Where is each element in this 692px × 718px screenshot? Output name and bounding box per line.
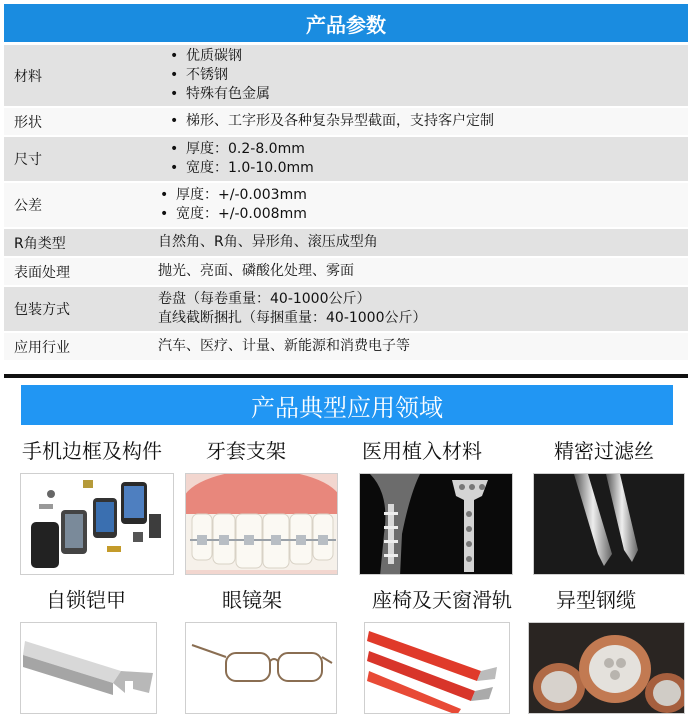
- spec-text: 卷盘（每卷重量：40-1000公斤）: [158, 291, 371, 307]
- spec-item: 梯形、工字形及各种复杂异型截面，支持客户定制: [186, 113, 494, 129]
- spec-text: 直线截断捆扎（每捆重量：40-1000公斤）: [158, 310, 427, 326]
- spec-text: 汽车、医疗、计量、新能源和消费电子等: [158, 338, 410, 354]
- medical-implant-image: [359, 473, 513, 575]
- app-card-filter: [532, 433, 690, 578]
- app-card-cable: [528, 582, 688, 718]
- spec-item: 优质碳钢: [186, 48, 242, 64]
- spec-item: 不锈钢: [186, 67, 228, 83]
- spec-row-shape: 形状 • 梯形、工字形及各种复杂异型截面，支持客户定制: [4, 108, 688, 137]
- app-card-phone: [20, 433, 178, 578]
- spec-label: 尺寸: [14, 152, 42, 168]
- app-card-armor: [20, 582, 178, 718]
- app-label: 自锁铠甲: [46, 588, 126, 612]
- spec-item: 厚度：+/-0.003mm: [176, 187, 307, 203]
- applications-title: 产品典型应用领域: [21, 385, 673, 425]
- spec-row-size: 尺寸 • 厚度：0.2-8.0mm • 宽度：1.0-10.0mm: [4, 137, 688, 183]
- app-card-medical: [358, 433, 516, 578]
- spec-row-tolerance: 公差 • 厚度：+/-0.003mm • 宽度：+/-0.008mm: [4, 183, 688, 229]
- app-label: 医用植入材料: [362, 439, 482, 463]
- app-label: 异型钢缆: [556, 588, 636, 612]
- steel-cable-image: [528, 622, 685, 714]
- braces-image: [185, 473, 338, 575]
- glasses-frame-image: [185, 622, 337, 714]
- phone-parts-image: [20, 473, 174, 575]
- spec-row-material: 材料 • 优质碳钢 • 不锈钢 • 特殊有色金属: [4, 45, 688, 108]
- spec-item: 厚度：0.2-8.0mm: [186, 141, 305, 157]
- spec-row-packaging: [4, 287, 688, 333]
- spec-item: 特殊有色金属: [186, 86, 270, 102]
- filter-wire-image: [533, 473, 685, 575]
- spec-row-surface: [4, 258, 688, 287]
- spec-label: 公差: [14, 198, 42, 214]
- spec-label: 形状: [14, 114, 42, 131]
- spec-table: [4, 45, 688, 362]
- app-card-rail: [364, 582, 522, 718]
- spec-label: 包装方式: [14, 302, 70, 318]
- spec-title: 产品参数: [4, 4, 688, 42]
- spec-text: 自然角、R角、异形角、滚压成型角: [158, 234, 378, 250]
- spec-label: 应用行业: [14, 339, 70, 356]
- app-label: 手机边框及构件: [22, 439, 162, 463]
- app-label: 座椅及天窗滑轨: [372, 588, 512, 612]
- app-label: 精密过滤丝: [554, 439, 654, 463]
- spec-label: 表面处理: [14, 264, 70, 281]
- spec-item: 宽度：1.0-10.0mm: [186, 160, 314, 176]
- spec-row-industry: [4, 333, 688, 362]
- app-card-glasses: [184, 582, 342, 718]
- app-label: 眼镜架: [222, 588, 282, 612]
- spec-item: 宽度：+/-0.008mm: [176, 206, 307, 222]
- seat-rail-image: [364, 622, 510, 714]
- app-label: 牙套支架: [206, 439, 286, 463]
- spec-row-corner: [4, 229, 688, 258]
- spec-text: 抛光、亮面、磷酸化处理、雾面: [158, 263, 354, 279]
- spec-label: R角类型: [14, 235, 66, 252]
- spec-label: 材料: [14, 68, 42, 85]
- app-card-braces: [184, 433, 342, 578]
- section-divider: [4, 374, 688, 378]
- armor-profile-image: [20, 622, 157, 714]
